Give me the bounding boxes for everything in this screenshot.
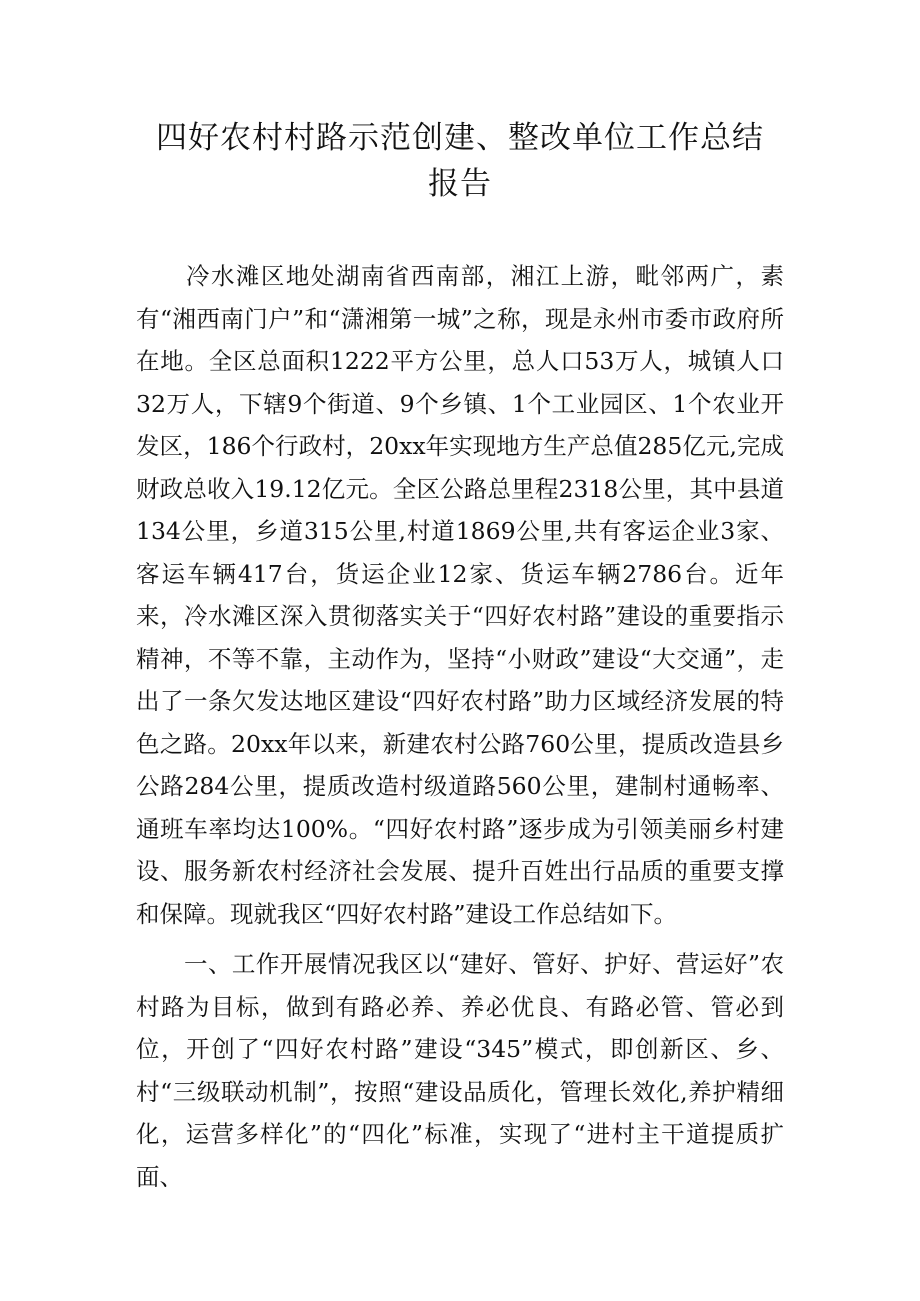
body-paragraph-overview: 冷水滩区地处湖南省西南部，湘江上游，毗邻两广，素有“湘西南门户”和“潇湘第一城”之称，现是永州市委市政府所在地。全区总面积1222平方公里，总人口53万人，城镇人口32万人，下辖9个街道、9个乡镇、1个工业园区、1个农业开发区，186个行政村，20xx年实现地方生产总值285亿元,完成财政总收入19.12亿元。全区公路总里程2318公里，其中县道134公里，乡道315公里,村道1869公里,共有客运企业3家、客运车辆417台，货运企业12家、货运车辆2786台。近年来，冷水滩区深入贯彻落实关于“四好农村路”建设的重要指示精神，不等不靠，主动作为，坚持“小财政”建设“大交通”，走出了一条欠发达地区建设“四好农村路”助力区域经济发展的特色之路。20xx年以来，新建农村公路760公里，提质改造县乡公路284公里，提质改造村级道路560公里，建制村通畅率、通班车率均达100%。“四好农村路”逐步成为引领美丽乡村建设、服务新农村经济社会发展、提升百姓出行品质的重要支撑和保障。现就我区“四好农村路”建设工作总结如下。 xyxy=(136,262,784,928)
document-title-line-1: 四好农村村路示范创建、整改单位工作总结 xyxy=(156,120,764,156)
document-title-line-2: 报告 xyxy=(428,166,492,202)
body-paragraph-work-progress: 一、工作开展情况我区以“建好、管好、护好、营运好”农村路为目标，做到有路必养、养必优良、有路必管、管必到位，开创了“四好农村路”建设“345”模式，即创新区、乡、村“三级联动机制”，按照“建设品质化，管理长效化,养护精细化，运营多样化”的“四化”标准，实现了“进村主干道提质扩面、 xyxy=(136,950,784,1191)
